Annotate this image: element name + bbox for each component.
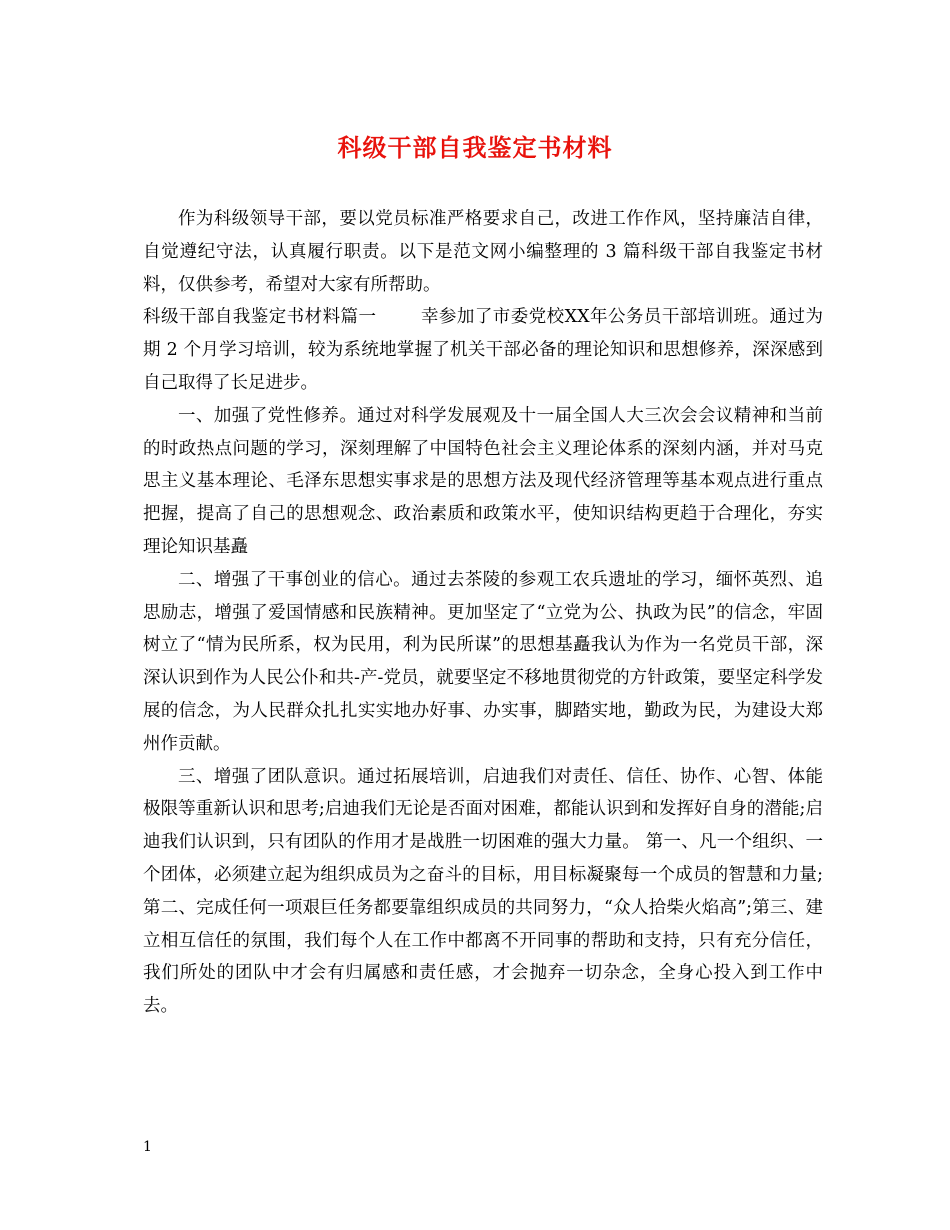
page-number: 1 xyxy=(143,1139,152,1155)
paragraph-entrepreneurship: 二、增强了干事创业的信心。通过去茶陵的参观工农兵遗址的学习，缅怀英烈、追思励志，增强了爱国情感和民族精神。更加坚定了“立党为公、执政为民”的信念，牢固树立了“情为民所系，权为民用，利为民所谋”的思想基矗我认为作为一名党员干部，深深认识到作为人民公仆和共-产-党员，就要坚定不移地贯彻党的方针政策，要坚定科学发展的信念，为人民群众扎扎实实地办好事、办实事，脚踏实地，勤政为民，为建设大郑州作贡献。 xyxy=(143,569,823,754)
document-body xyxy=(143,203,823,1023)
section-heading: 科级干部自我鉴定书材料篇一 xyxy=(143,307,377,328)
section-lead-text: 幸参加了市委党校XX年公务员干部培训班。通过为期 2 个月学习培训，较为系统地掌握了机关干部必备的理论知识和思想修养，深深感到自己取得了长足进步。 xyxy=(143,307,824,393)
intro-paragraph: 作为科级领导干部，要以党员标准严格要求自己，改进工作作风，坚持廉洁自律，自觉遵纪守法，认真履行职责。以下是范文网小编整理的 3 篇科级干部自我鉴定书材料，仅供参考，希望对大家有所帮助。 xyxy=(143,209,823,295)
paragraph-party-spirit: 一、加强了党性修养。通过对科学发展观及十一届全国人大三次会会议精神和当前的时政热点问题的学习，深刻理解了中国特色社会主义理论体系的深刻内涵，并对马克思主义基本理论、毛泽东思想实事求是的思想方法及现代经济管理等基本观点进行重点把握，提高了自己的思想观念、政治素质和政策水平，使知识结构更趋于合理化，夯实理论知识基矗 xyxy=(143,405,823,557)
section-one-paragraph xyxy=(143,301,823,399)
document-title: 科级干部自我鉴定书材料 xyxy=(337,133,613,162)
paragraph-team-awareness: 三、增强了团队意识。通过拓展培训，启迪我们对责任、信任、协作、心智、体能极限等重新认识和思考;启迪我们无论是否面对困难，都能认识到和发挥好自身的潜能;启迪我们认识到，只有团队的作用才是战胜一切困难的强大力量。 第一、凡一个组织、一个团体，必须建立起为组织成员为之奋斗的目标，用目标凝聚每一个成员的智慧和力量;第二、完成任何一项艰巨任务都要靠组织成员的共同努力，“众人拾柴火焰高”;第三、建立相互信任的氛围，我们每个人在工作中都离不开同事的帮助和支持，只有充分信任，我们所处的团队中才会有归属感和责任感，才会抛弃一切杂念，全身心投入到工作中去。 xyxy=(143,766,823,1017)
